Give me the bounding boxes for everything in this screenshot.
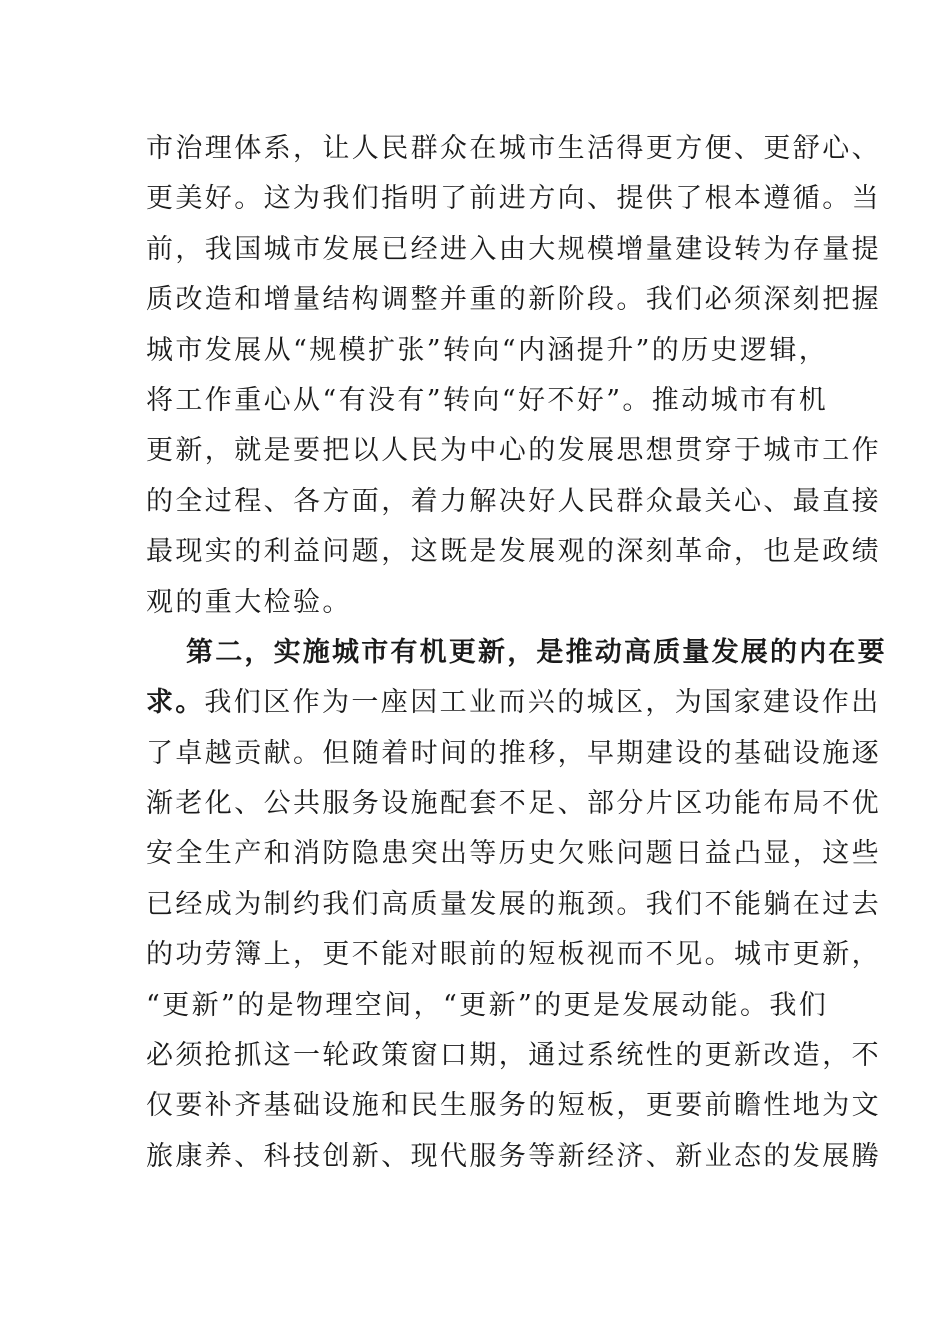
paragraph-line: “更新”的是物理空间，“更新”的更是发展动能。我们 [146, 989, 829, 1021]
paragraph-heading: 第二，实施城市有机更新，是推动高质量发展的内在要 [186, 636, 887, 668]
paragraph-line: 的全过程、各方面，着力解决好人民群众最关心、最直接 [146, 485, 881, 517]
paragraph-line: 前，我国城市发展已经进入由大规模增量建设转为存量提 [146, 233, 881, 265]
paragraph-2 [146, 628, 887, 1182]
paragraph-line: 更新，就是要把以人民为中心的发展思想贯穿于城市工作 [146, 435, 881, 467]
paragraph-line: 的功劳簿上，更不能对眼前的短板视而不见。城市更新， [146, 939, 881, 971]
paragraph-line [146, 678, 881, 728]
paragraph-1 [146, 124, 881, 628]
paragraph-line: 已经成为制约我们高质量发展的瓶颈。我们不能躺在过去 [146, 888, 881, 920]
paragraph-line: 必须抢抓这一轮政策窗口期，通过系统性的更新改造，不 [146, 1040, 881, 1072]
paragraph-line: 更美好。这为我们指明了前进方向、提供了根本遵循。当 [146, 183, 881, 215]
paragraph-line: 最现实的利益问题，这既是发展观的深刻革命，也是政绩 [146, 536, 881, 568]
document-page [146, 124, 887, 1182]
paragraph-line: 市治理体系，让人民群众在城市生活得更方便、更舒心、 [146, 133, 881, 164]
paragraph-line: 仅要补齐基础设施和民生服务的短板，更要前瞻性地为文 [146, 1090, 881, 1122]
paragraph-line: 将工作重心从“有没有”转向“好不好”。推动城市有机 [146, 384, 829, 416]
paragraph-line: 城市发展从“规模扩张”转向“内涵提升”的历史逻辑， [146, 334, 829, 366]
paragraph-line: 观的重大检验。 [146, 586, 352, 618]
paragraph-line: 质改造和增量结构调整并重的新阶段。我们必须深刻把握 [146, 284, 881, 316]
paragraph-heading-end: 求。 [146, 687, 205, 719]
paragraph-text: 我们区作为一座因工业而兴的城区，为国家建设作出 [204, 687, 881, 719]
paragraph-line: 旅康养、科技创新、现代服务等新经济、新业态的发展腾 [146, 1140, 881, 1172]
paragraph-line: 安全生产和消防隐患突出等历史欠账问题日益凸显，这些 [146, 838, 881, 870]
paragraph-line: 了卓越贡献。但随着时间的推移，早期建设的基础设施逐 [146, 737, 881, 769]
paragraph-line: 渐老化、公共服务设施配套不足、部分片区功能布局不优 [146, 788, 881, 820]
